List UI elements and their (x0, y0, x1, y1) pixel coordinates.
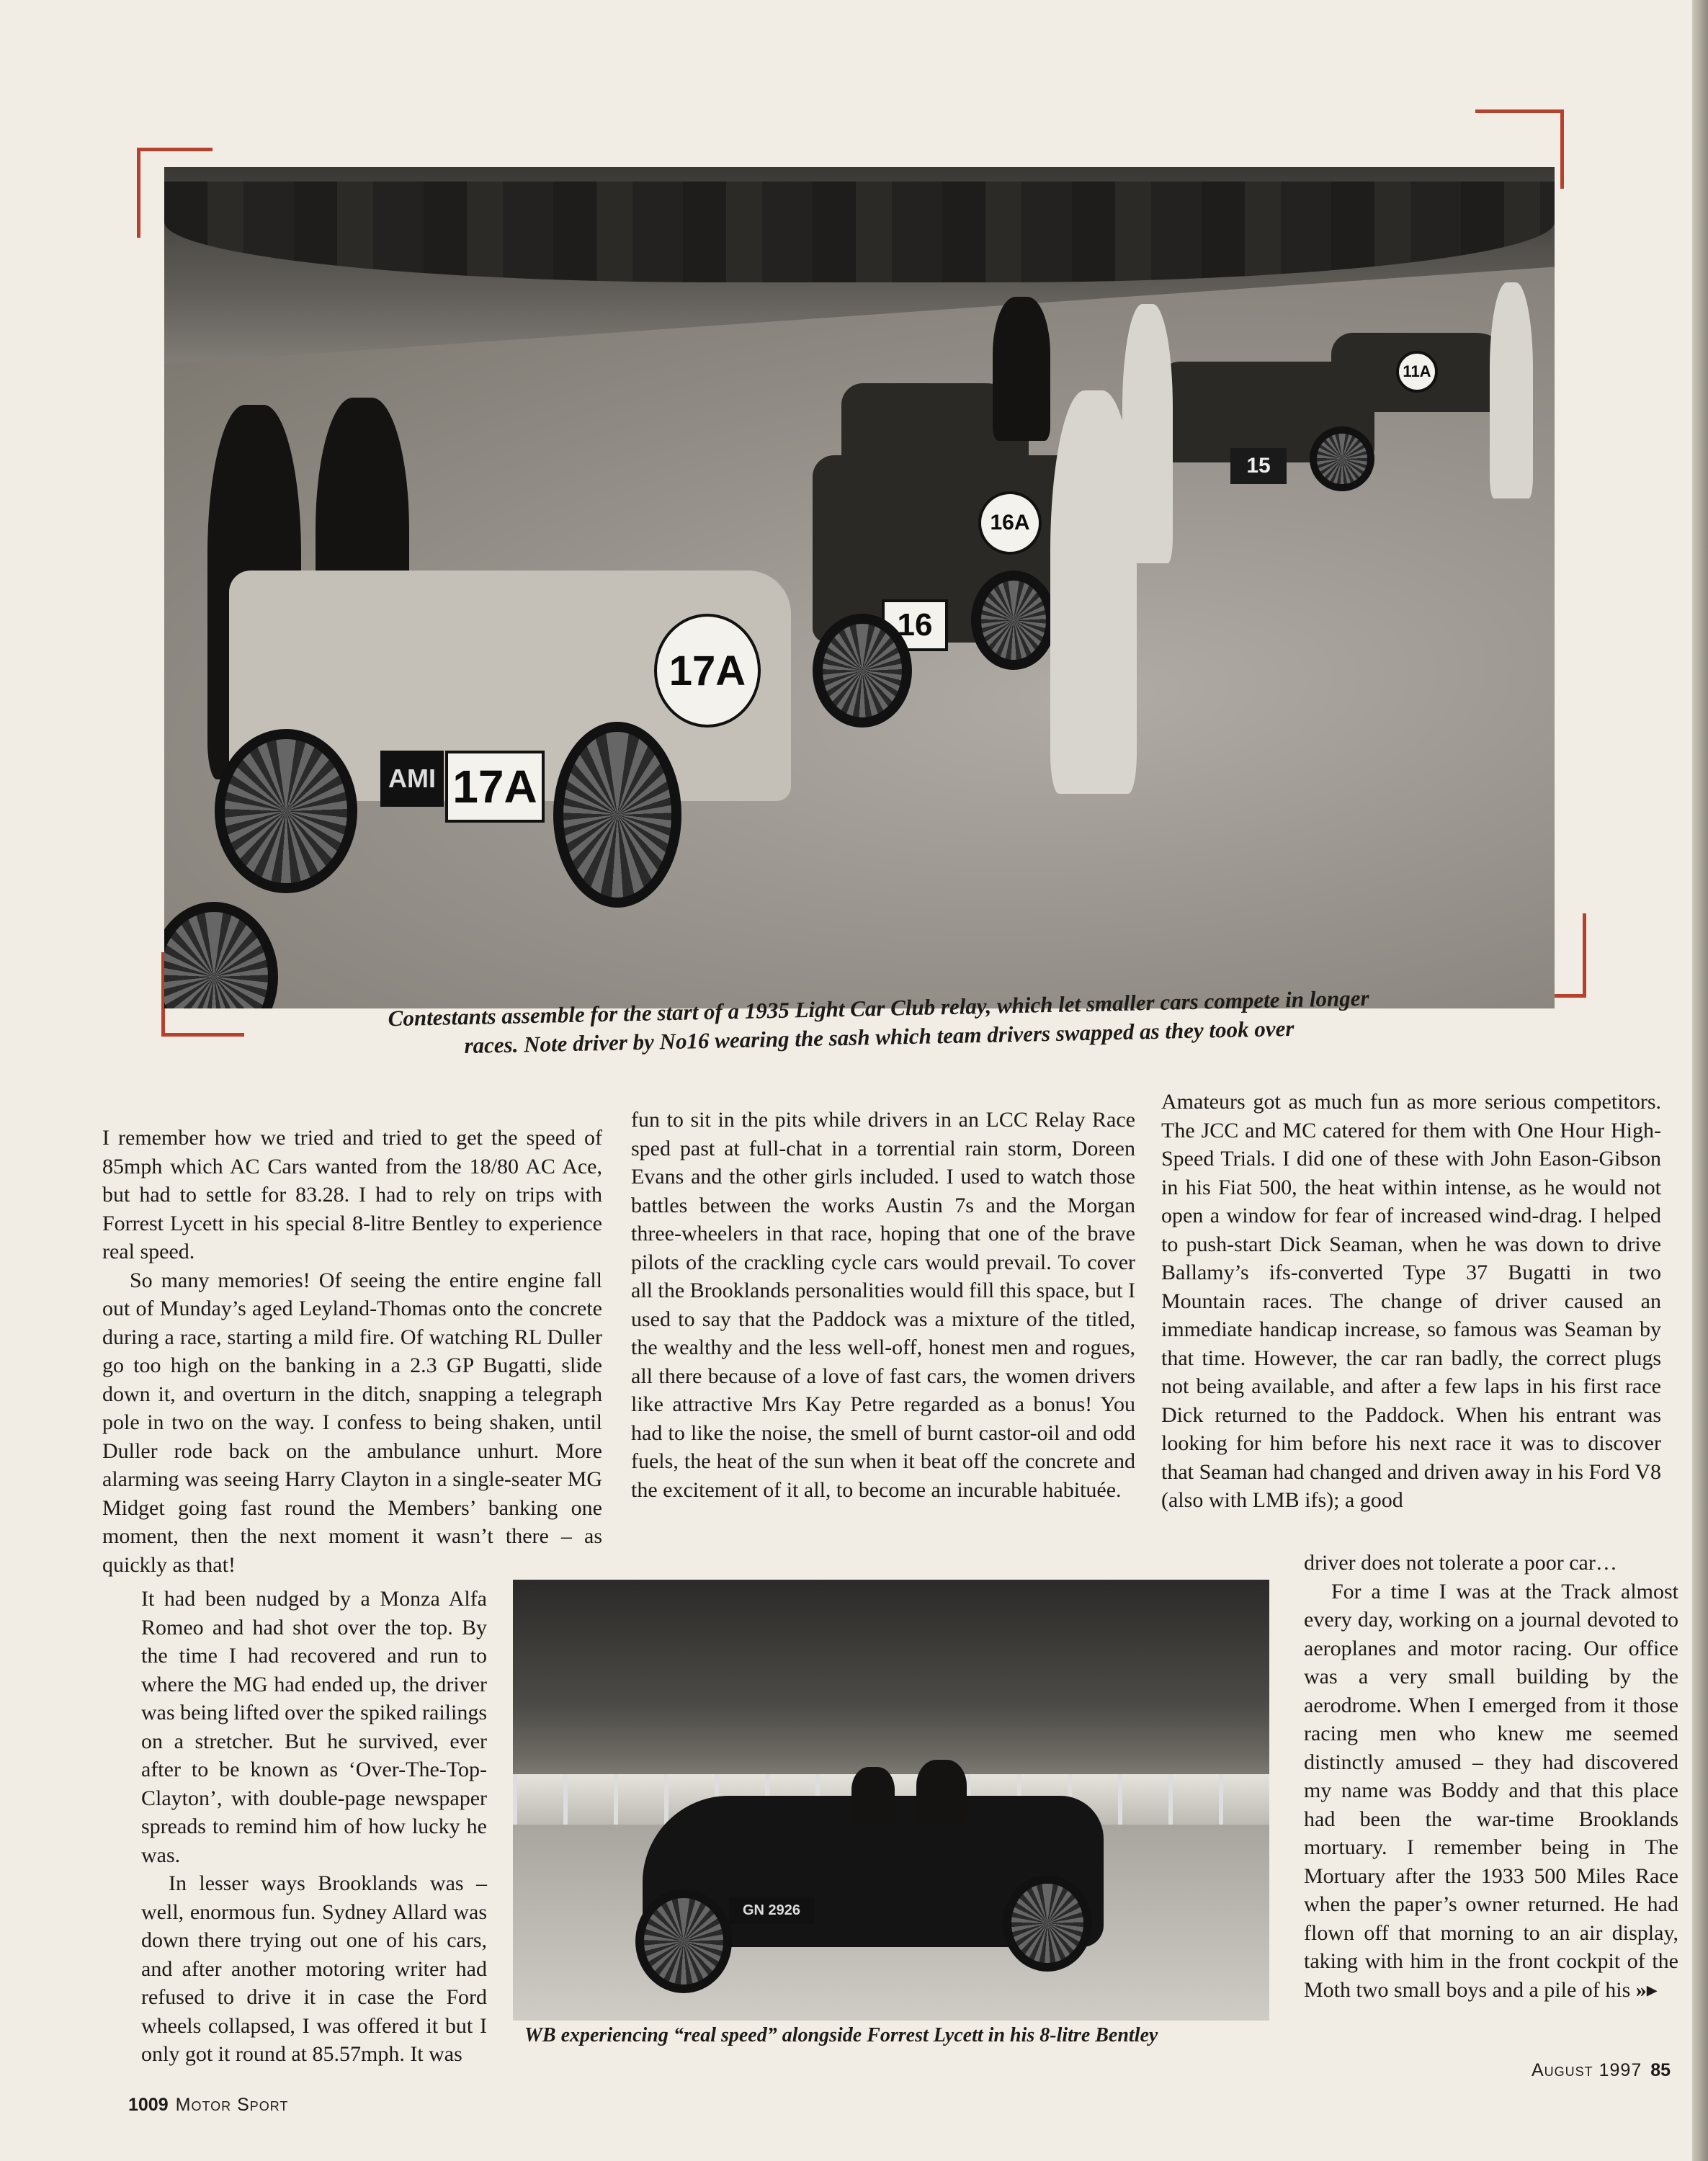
article-column-3-wrap (1304, 1549, 1678, 2004)
car-number-17a-side: 17A (654, 614, 761, 728)
paragraph (1304, 1578, 1678, 2005)
second-photo-caption: WB experiencing “real speed” alongside Forrest Lycett in his 8-litre Bentley (524, 2024, 1158, 2046)
photo-wheel (1310, 426, 1374, 491)
main-photograph (164, 167, 1555, 1008)
page-gutter-shadow (1692, 0, 1708, 2161)
paragraph: In lesser ways Brooklands was – well, enormous fun. Sydney Allard was down there trying out one of his cars, and after another motoring writer had refused to drive it in case the Ford wheels collapsed, I was offered it but I only got it round at 85.57mph. It was (141, 1871, 487, 2066)
magazine-name: Motor Sport (175, 2095, 289, 2115)
photo-wheel (553, 722, 681, 908)
car-registration-plate: AMI (380, 751, 444, 807)
photo-wheel (635, 1889, 732, 1993)
photo-wheel (813, 614, 912, 728)
main-photo-caption: Contestants assemble for the start of a 1935 Light Car Club relay, which let smaller cars compete in longer races. Note driver by No16 wearing the sash which team drivers swapped as they took over (388, 985, 1369, 1059)
paragraph: I remember how we tried and tried to get the speed of 85mph which AC Cars wanted from the 18/80 AC Ace, but had to settle for 83.28. I had to rely on trips with Forrest Lycett in his special 8-litre Bentley to experience real speed. (102, 1126, 602, 1263)
page-number-right: 85 (1650, 2060, 1671, 2080)
second-photograph (513, 1580, 1269, 2021)
folio-left (128, 2095, 288, 2116)
folio-right (1532, 2060, 1671, 2081)
car-number-15: 15 (1230, 448, 1287, 484)
photo-wheel (215, 729, 357, 893)
car-number-11a: 11A (1396, 351, 1438, 393)
bentley-registration-plate: GN 2926 (729, 1897, 814, 1924)
continued-arrow-icon: »▸ (1635, 1977, 1658, 2002)
issue-date: August 1997 (1532, 2060, 1642, 2080)
article-column-1-wrap (141, 1585, 487, 2069)
article-column-1 (102, 1124, 602, 1579)
paragraph: driver does not tolerate a poor car… (1304, 1551, 1617, 1575)
article-column-3 (1161, 1088, 1661, 1515)
paragraph: fun to sit in the pits while drivers in an LCC Relay Race sped past at full-chat in a torrential rain storm, Doreen Evans and the other girls included. I used to watch those battles between the works Austin 7s and the Morgan three-wheelers in that race, hoping that one of the brave pilots of the crackling cycle cars would prevail. To cover all the Brooklands personalities would fill this space, but I used to say that the Paddock was a mixture of the titled, the wealthy and the less well-off, honest men and rogues, all there because of a love of fast cars, the women drivers like attractive Mrs Kay Petre regarded as a bonus! You had to like the noise, the smell of burnt castor-oil and odd fuels, the heat of the sun when it beat off the concrete and the excitement of it all, to become an incurable habituée. (631, 1108, 1135, 1502)
photo-wheel (971, 571, 1056, 670)
car-number-17a-front: 17A (445, 751, 545, 823)
photo-mechanic-figure (993, 297, 1050, 441)
paragraph: So many memories! Of seeing the entire engine fall out of Munday’s aged Leyland-Thomas onto the concrete during a race, starting a mild fire. Of watching RL Duller go too high on the banking in a 2.3 GP Bugatti, slide down it, and overturn in the ditch, snapping a telegraph pole in two on the way. I confess to being shaken, until Duller rode back on the ambulance unhurt. More alarming was seeing Harry Clayton in a single-seater MG Midget going fast round the Members’ banking one moment, then the next moment it wasn’t there – as quickly as that! (102, 1268, 602, 1577)
photo-driver-figure (916, 1760, 967, 1825)
photo-treeline (164, 182, 1555, 282)
paragraph-text: For a time I was at the Track almost every day, working on a journal devoted to aeroplanes and motor racing. Our office was a very small building by the aerodrome. When I emerged from it those racing men who knew me seemed distinctly amused – they had discovered my name was Boddy and that this place had been the war-time Brooklands mortuary. I remember being in The Mortuary after the 1933 500 Miles Race when the paper’s owner returned. He had flown off that morning to an air display, taking with him in the front cockpit of the Moth two small boys and a pile of his (1304, 1579, 1678, 2002)
paragraph: Amateurs got as much fun as more serious competitors. The JCC and MC catered for them with One Hour High-Speed Trials. I did one of these with John Eason-Gibson in his Fiat 500, the heat within intense, as he would not open a window for fear of increased wind-drag. I helped to push-start Dick Seaman, when he was down to drive Ballamy’s ifs-converted Type 37 Bugatti in two Mountain races. The change of driver caused an immediate handicap increase, so famous was Seaman by that time. However, the car ran badly, the correct plugs not being available, and after a few laps in his first race Dick returned to the Paddock. When his entrant was looking for him before his next race it was to discover that Seaman had changed and driven away in his Ford V8 (also with LMB ifs); a good (1161, 1090, 1661, 1512)
photo-wheel (1003, 1875, 1092, 1972)
photo-mechanic-figure (1122, 304, 1173, 563)
page-number-left: 1009 (128, 2095, 169, 2115)
car-number-16a: 16A (978, 491, 1042, 555)
photo-passenger-figure (851, 1767, 895, 1825)
photo-spectator-figure (1490, 282, 1533, 498)
paragraph: It had been nudged by a Monza Alfa Romeo and had shot over the top. By the time I had recovered and run to where the MG had ended up, the driver was being lifted over the spiked railings on a stretcher. But he survived, ever after to be known as ‘Over-The-Top-Clayton’, with double-page newspaper spreads to remind him of how lucky he was. (141, 1587, 487, 1867)
article-column-2 (631, 1106, 1135, 1504)
car-number-16: 16 (882, 599, 948, 651)
